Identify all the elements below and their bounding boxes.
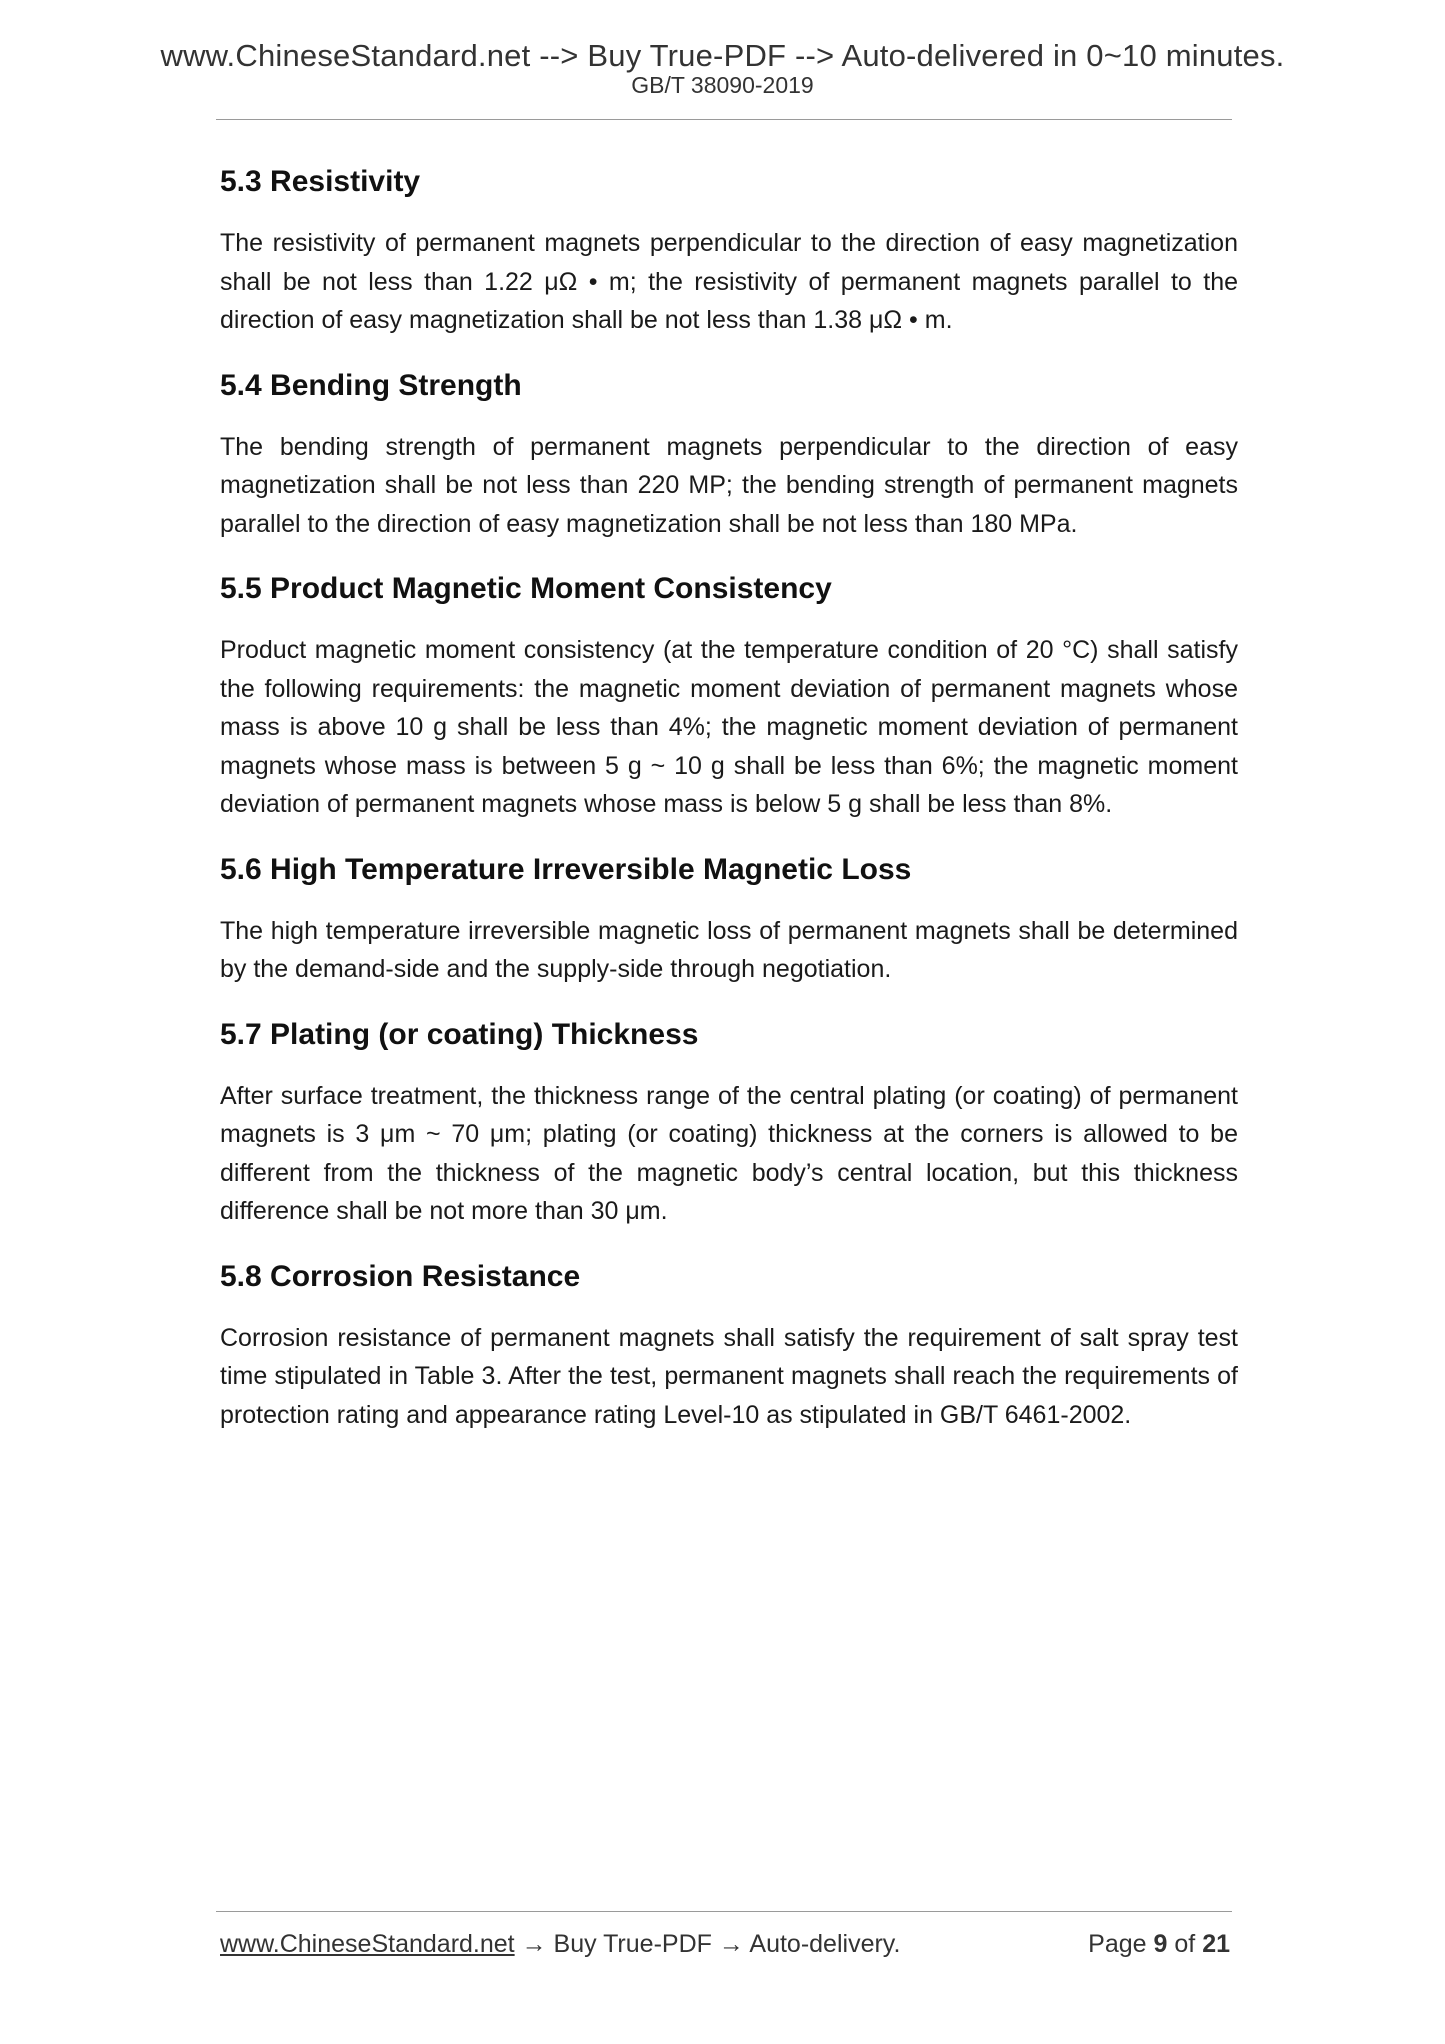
section-heading: 5.3 Resistivity bbox=[220, 165, 421, 198]
section-heading: 5.7 Plating (or coating) Thickness bbox=[220, 1017, 699, 1051]
document-body bbox=[220, 162, 1238, 1460]
section-heading: 5.8 Corrosion Resistance bbox=[220, 1259, 581, 1293]
section-paragraph: Corrosion resistance of permanent magnets shall satisfy the requirement of salt spray test time stipulated in Table 3. After the test, permanent magnets shall reach the requirements of protection rating and appearance rating Level-10 as stipulated in GB/T 6461-2002. bbox=[220, 1323, 1238, 1429]
section-paragraph: Product magnetic moment consistency (at the temperature condition of 20 °C) shall satisfy the following requirements: the magnetic moment deviation of permanent magnets whose mass is above 10 g shall be less than 4%; the magnetic moment deviation of permanent magnets whose mass is between 5 g ~ 10 g shall be less than 6%; the magnetic moment deviation of permanent magnets whose mass is below 5 g shall be less than 8%. bbox=[220, 636, 1238, 818]
page-footer bbox=[220, 1930, 1230, 1966]
footer-left bbox=[220, 1930, 900, 1959]
header-divider bbox=[216, 119, 1232, 120]
section-heading: 5.5 Product Magnetic Moment Consistency bbox=[220, 572, 832, 605]
section-5-6-magnetic-loss bbox=[220, 850, 1238, 989]
section-5-5-magnetic-moment bbox=[220, 569, 1238, 824]
standard-code: GB/T 38090-2019 bbox=[631, 72, 814, 98]
section-paragraph: After surface treatment, the thickness range of the central plating (or coating) of permanent magnets is 3 μm ~ 70 μm; plating (or coating) thickness at the corners is allowed to be different from the thickness of the magnetic body’s central location, but this thickness difference shall be not more than 30 μm. bbox=[220, 1081, 1238, 1225]
footer-divider bbox=[216, 1911, 1232, 1912]
footer-tagline: → Buy True-PDF → Auto-delivery. bbox=[514, 1930, 901, 1958]
section-heading: 5.4 Bending Strength bbox=[220, 368, 522, 402]
section-5-7-plating-thickness bbox=[220, 1015, 1238, 1231]
site-link[interactable]: www.ChineseStandard.net bbox=[220, 1930, 515, 1958]
page-number: 9 bbox=[1153, 1930, 1168, 1958]
section-5-8-corrosion-resistance bbox=[220, 1257, 1238, 1435]
section-paragraph: The high temperature irreversible magnetic loss of permanent magnets shall be determined by the demand-side and the supply-side through negotiation. bbox=[220, 916, 1238, 983]
section-paragraph: The bending strength of permanent magnets perpendicular to the direction of easy magnetization shall be not less than 220 MP; the bending strength of permanent magnets parallel to the direction of easy magnetization shall be not less than 180 MPa. bbox=[220, 432, 1238, 538]
section-heading: 5.6 High Temperature Irreversible Magnetic Loss bbox=[220, 852, 912, 886]
page-label: Page bbox=[1088, 1930, 1147, 1958]
section-5-3-resistivity bbox=[220, 162, 1238, 340]
section-5-4-bending-strength bbox=[220, 366, 1238, 544]
page-counter bbox=[1088, 1930, 1230, 1959]
section-paragraph: The resistivity of permanent magnets perpendicular to the direction of easy magnetization shall be not less than 1.22 μΩ • m; the resistivity of permanent magnets parallel to the direction of easy magnetization shall be not less than 1.38 μΩ • m. bbox=[220, 229, 1238, 334]
of-label: of bbox=[1174, 1930, 1196, 1958]
total-pages: 21 bbox=[1202, 1930, 1230, 1958]
top-banner: www.ChineseStandard.net --> Buy True-PDF --> Auto-delivered in 0~10 minutes. bbox=[160, 38, 1285, 73]
